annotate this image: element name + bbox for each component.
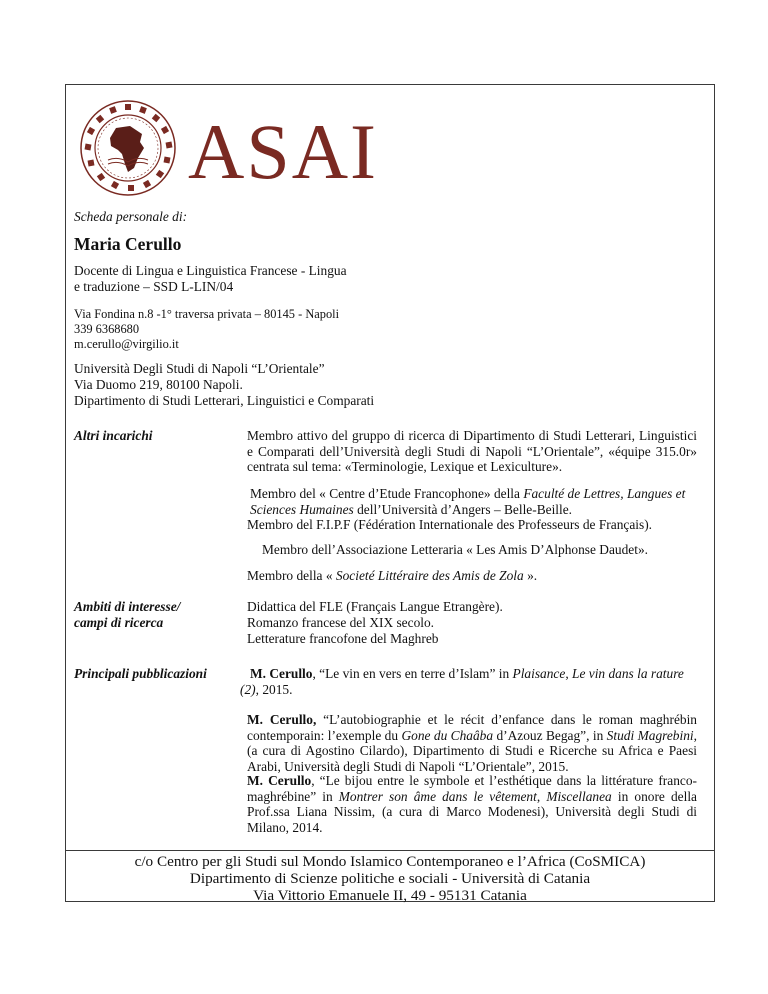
footer-line-1: c/o Centro per gli Studi sul Mondo Islamico Contemporaneo e l’Africa (CoSMICA): [134, 853, 646, 870]
ambiti-label-line-1: Ambiti di interesse/: [74, 599, 181, 614]
altri-p2: Membro del « Centre d’Etude Francophone» della Faculté de Lettres, Langues et Sciences Humaines dell’Università d’Angers – Belle-Beille.: [250, 486, 686, 517]
ambiti-line-2: Romanzo francese del XIX secolo.: [247, 615, 435, 630]
asai-logo: [78, 98, 398, 198]
altri-p5: Membro della « Societé Littéraire des Amis de Zola ».: [247, 568, 538, 583]
university-address: Via Duomo 219, 80100 Napoli.: [74, 377, 243, 392]
publication-1: M. Cerullo, “Le vin en vers en terre d’Islam” in Plaisance, Le vin dans la rature (2), 2015.: [240, 666, 684, 697]
footer-line-3: Via Vittorio Emanuele II, 49 - 95131 Catania: [253, 887, 527, 904]
asai-wordmark: ASAI: [188, 108, 379, 195]
altri-p4: Membro dell’Associazione Letteraria « Les Amis D’Alphonse Daudet».: [262, 542, 648, 557]
footer-divider: [65, 850, 715, 851]
altri-incarichi-label: Altri incarichi: [74, 428, 153, 443]
ambiti-label-line-2: campi di ricerca: [74, 615, 164, 630]
pubblicazioni-label: Principali pubblicazioni: [74, 666, 207, 681]
asai-seal-icon: [81, 101, 175, 195]
footer-line-2: Dipartimento di Scienze politiche e sociali - Università di Catania: [189, 870, 591, 887]
university-name: Università Degli Studi di Napoli “L’Orientale”: [74, 361, 325, 376]
altri-p3: Membro del F.I.P.F (Fédération Internationale des Professeurs de Français).: [247, 517, 653, 532]
altri-p1: Membro attivo del gruppo di ricerca di Dipartimento di Studi Letterari, Linguistici e Comparati dell’Università degli Studi di Napoli “L’Orientale”, «équipe 315.0r» centrata sul tema: «Terminologie, Lexique et Lexiculture».: [247, 428, 697, 474]
role-line-1: Docente di Lingua e Linguistica Francese - Lingua: [74, 263, 347, 278]
email-link[interactable]: m.cerullo@virgilio.it: [74, 337, 179, 351]
department-name: Dipartimento di Studi Letterari, Linguistici e Comparati: [74, 393, 375, 408]
publication-2: M. Cerullo, “L’autobiographie et le récit d’enfance dans le roman maghrébin contemporain: l’exemple du Gone du Chaâba d’Azouz Begag”, in Studi Magrebini, (a cura di Agostino Cilardo), Dipartimento di Studi e Ricerche su Africa e Paesi Arabi, Università degli Studi di Napoli “L’Orientale”, 2015.: [247, 712, 698, 774]
ambiti-line-1: Didattica del FLE (Français Langue Etrangère).: [247, 599, 503, 614]
ambiti-line-3: Letterature francofone del Maghreb: [247, 631, 439, 646]
footer: [65, 853, 715, 904]
phone: 339 6368680: [74, 322, 140, 336]
scheda-label: Scheda personale di:: [74, 209, 188, 224]
person-name: Maria Cerullo: [74, 234, 182, 254]
address: Via Fondina n.8 -1° traversa privata – 80145 - Napoli: [74, 307, 340, 321]
publication-3: M. Cerullo, “Le bijou entre le symbole et l’esthétique dans la littérature franco-maghrébine” in Montrer son âme dans le vêtement, Miscellanea in onore della Prof.ssa Liana Nissim, (a cura di Marco Modenesi), Università degli Studi di Milano, 2014.: [247, 773, 697, 835]
role-line-2: e traduzione – SSD L-LIN/04: [74, 279, 234, 294]
